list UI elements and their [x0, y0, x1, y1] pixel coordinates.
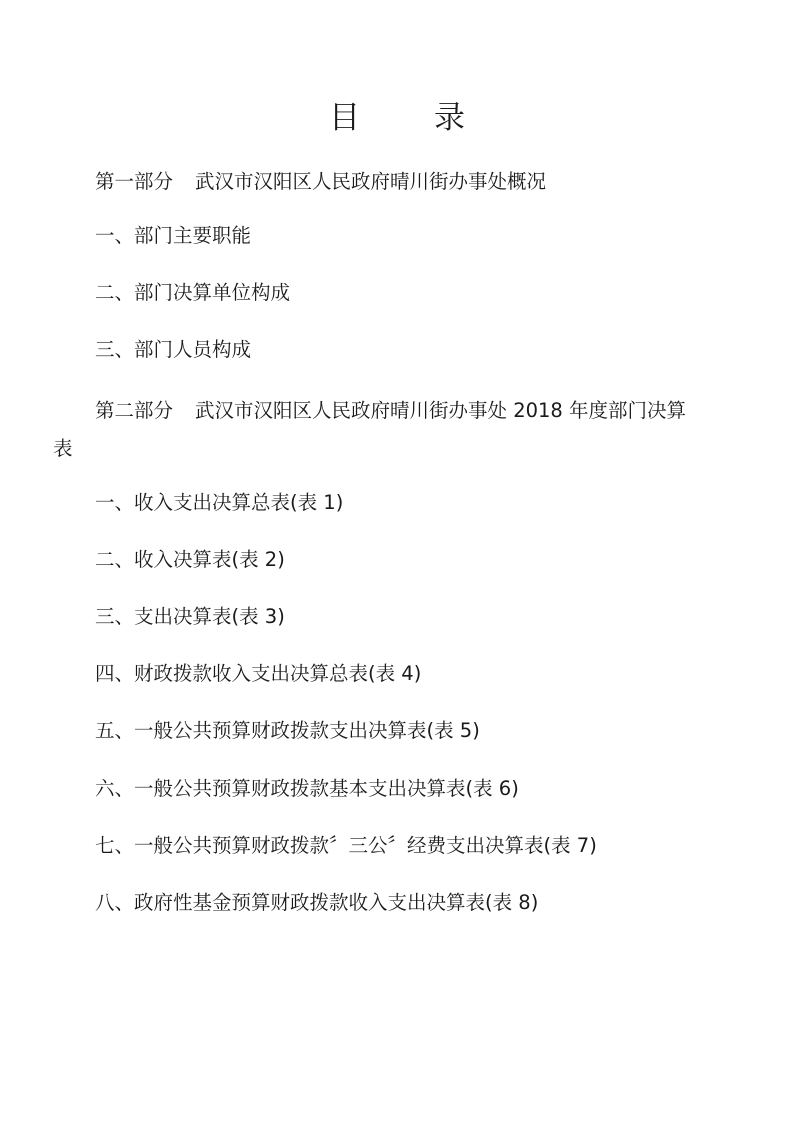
page-title: 目录: [329, 100, 539, 136]
part2-heading: [53, 397, 731, 463]
part1-label: 第一部分: [95, 170, 174, 193]
part2-item-8: 八、政府性基金预算财政拨款收入支出决算表(表 8): [95, 891, 539, 914]
part2-item-1: 一、收入支出决算总表(表 1): [95, 491, 344, 514]
part2-item-7: 七、一般公共预算财政拨款〞三公〞经费支出决算表(表 7): [95, 834, 597, 857]
part2-item-3: 三、支出决算表(表 3): [95, 605, 285, 628]
part1-heading: [95, 168, 546, 196]
part2-text-line2: 表: [53, 437, 73, 460]
part1-item-2: 二、部门决算单位构成: [95, 281, 291, 304]
part1-item-1: 一、部门主要职能: [95, 224, 252, 247]
part2-item-5: 五、一般公共预算财政拨款支出决算表(表 5): [95, 719, 480, 742]
part2-text-line1: 武汉市汉阳区人民政府晴川街办事处 2018 年度部门决算: [195, 399, 687, 422]
part2-item-2: 二、收入决算表(表 2): [95, 548, 285, 571]
part2-item-6: 六、一般公共预算财政拨款基本支出决算表(表 6): [95, 777, 519, 800]
part2-label: 第二部分: [95, 399, 174, 422]
part1-item-3: 三、部门人员构成: [95, 338, 252, 361]
part1-text: 武汉市汉阳区人民政府晴川街办事处概况: [195, 170, 547, 193]
part2-item-4: 四、财政拨款收入支出决算总表(表 4): [95, 662, 422, 685]
